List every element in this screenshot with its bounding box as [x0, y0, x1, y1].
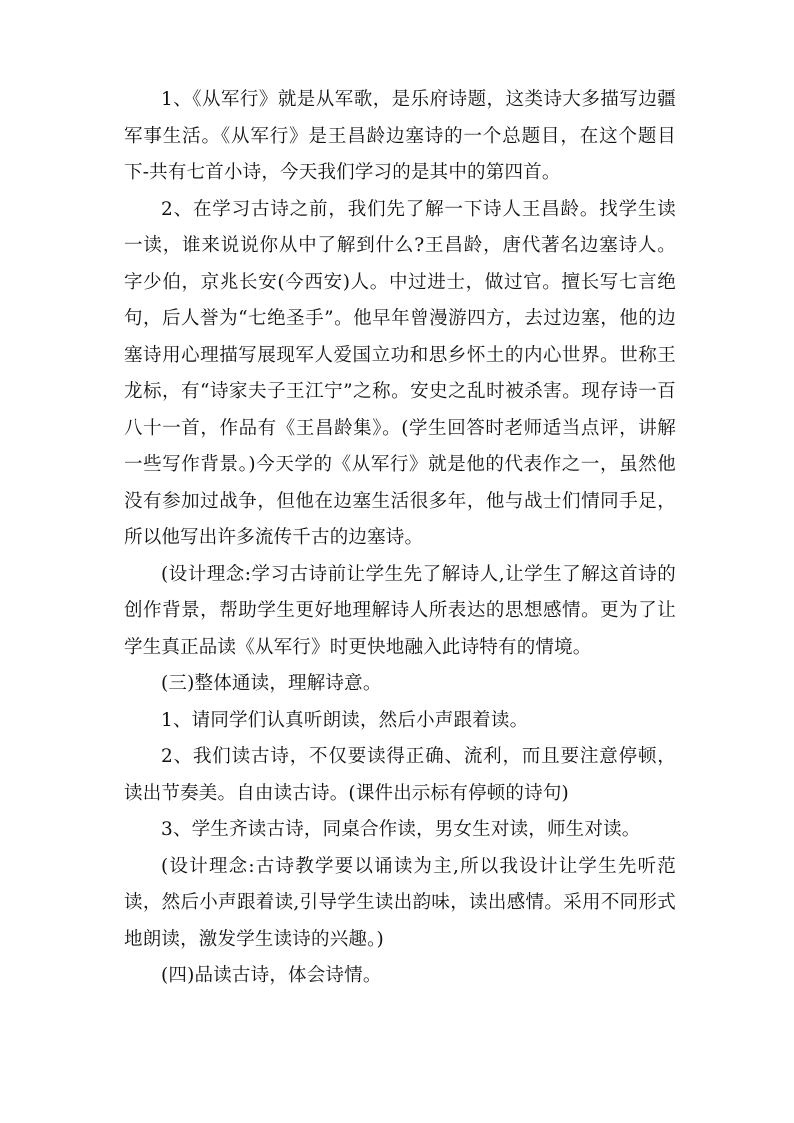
- paragraph-intro-poem-title: 1、《从军行》就是从军歌，是乐府诗题，这类诗大多描写边疆军事生活。《从军行》是王昌龄边塞诗的一个总题目，在这个题目下-共有七首小诗，今天我们学习的是其中的第四首。: [124, 89, 676, 183]
- paragraph-step-listen: 1、请同学们认真听朗读，然后小声跟着读。: [161, 709, 529, 731]
- section-heading-overall-reading: (三)整体通读，理解诗意。: [161, 673, 382, 694]
- section-heading-savor-poem: (四)品读古诗，体会诗情。: [161, 965, 382, 986]
- paragraph-design-concept-2: (设计理念:古诗教学要以诵读为主,所以我设计让学生先听范读，然后小声跟着读,引导学生读出韵味，读出感情。采用不同形式地朗读，激发学生读诗的兴趣。): [124, 855, 676, 950]
- paragraph-design-concept-1: (设计理念:学习古诗前让学生先了解诗人,让学生了解这首诗的创作背景，帮助学生更好地理解诗人所表达的思想感情。更为了让学生真正品读《从军行》时更快地融入此诗特有的情境。: [124, 563, 676, 658]
- paragraph-poet-introduction: 2、在学习古诗之前，我们先了解一下诗人王昌龄。找学生读一读，谁来说说你从中了解到什么?王昌龄，唐代著名边塞诗人。字少伯，京兆长安(今西安)人。中过进士，做过官。擅长写七言绝句，后人誉为“七绝圣手”。他早年曾漫游四方，去过边塞，他的边塞诗用心理描写展现军人爱国立功和思乡怀土的内心世界。世称王龙标，有“诗家夫子王江宁”之称。安史之乱时被杀害。现存诗一百八十一首，作品有《王昌龄集》。(学生回答时老师适当点评，讲解一些写作背景。)今天学的《从军行》就是他的代表作之一，虽然他没有参加过战争，但他在边塞生活很多年，他与战士们情同手足，所以他写出许多流传千古的边塞诗。: [124, 198, 676, 548]
- paragraph-step-read-rhythm: 2、我们读古诗，不仅要读得正确、流利，而且要注意停顿，读出节奏美。自由读古诗。(课件出示标有停顿的诗句): [124, 746, 676, 804]
- paragraph-step-group-reading: 3、学生齐读古诗，同桌合作读，男女生对读，师生对读。: [161, 819, 641, 840]
